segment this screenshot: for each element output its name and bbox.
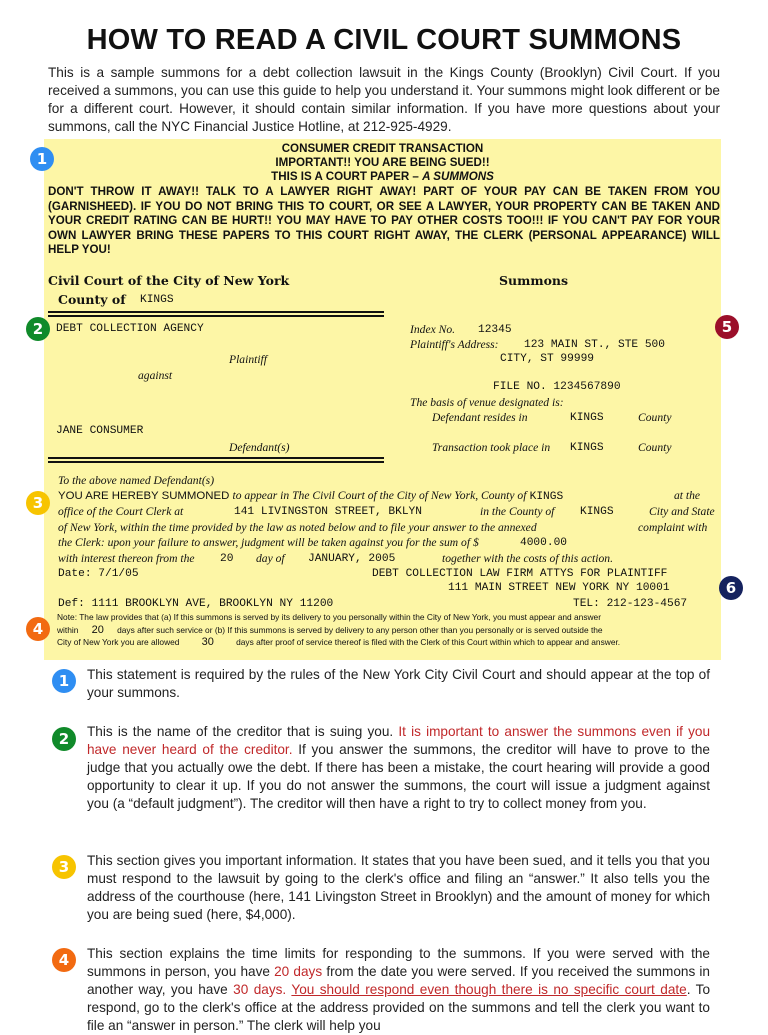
explanation-4-middle: from the date you were served. If you received the summons in another way, you have — [87, 964, 710, 997]
badge-5-icon: 5 — [715, 315, 739, 339]
page-title: HOW TO READ A CIVIL COURT SUMMONS — [86, 24, 682, 56]
file-number: FILE NO. 1234567890 — [493, 381, 621, 393]
plaintiff-address-label: Plaintiff's Address: — [410, 338, 499, 351]
explanation-4 — [87, 945, 710, 1035]
plaintiff-name: DEBT COLLECTION AGENCY — [56, 323, 204, 335]
explanation-2-body: If you answer the summons, the creditor will have to prove to the judge that you actually owe the debt. If there has been a mistake, the court hearing will provide a good opportunity to clear it up. If you do not answer the summons, the court will issue a judgment against you (a “default judgment”). The creditor will then have a right to try to collect money from you. — [87, 742, 710, 811]
index-label: Index No. — [410, 323, 456, 336]
explanation-2 — [87, 723, 710, 813]
interest-day: 20 — [220, 553, 234, 565]
intro-paragraph: This is a sample summons for a debt collection lawsuit in the Kings County (Brooklyn) Civil Court. If you received a summons, you can use this guide to help you understand it. Your summons might look different or be for a different court. However, it should contain similar information. If you have more questions about your summons, call the NYC Financial Justice Hotline, at 212-925-4929. — [48, 65, 720, 134]
note-days-personal: 20 — [91, 623, 104, 636]
warn-line-3 — [44, 170, 721, 184]
warn-line-3-prefix: THIS IS A COURT PAPER – — [271, 170, 423, 183]
note-allowed: City of New York you are allowed — [57, 637, 180, 647]
in-county-of: in the County of — [480, 505, 555, 518]
note-days-other: 30 — [201, 636, 214, 648]
note-time-limits — [57, 611, 717, 649]
explanation-1: This statement is required by the rules of the New York City Civil Court and should appear at the top of your summons. — [87, 667, 710, 700]
divider — [48, 311, 384, 313]
explanation-3: This section gives you important information. It states that you have been sued, and it tells you that you must respond to the lawsuit by going to the clerk's office and filing an “answer.” It also tells you the address of the courthouse (here, 141 Livingston Street in Brooklyn) and the amount of money for which you are being sued (here, $4,000). — [87, 853, 710, 922]
summoned-line — [58, 489, 563, 503]
interest-month: JANUARY, 2005 — [308, 553, 396, 565]
venue-transaction-label: Transaction took place in — [432, 441, 551, 454]
county-label: County of — [58, 292, 126, 307]
venue-resides-label: Defendant resides in — [432, 411, 528, 424]
venue-resides-value: KINGS — [570, 412, 604, 424]
explanation-4-intro: This section explains the time limits for responding to the summons. If you were served with the summons in person, you have — [87, 946, 710, 979]
sum-value: 4000.00 — [520, 537, 567, 549]
city-and-state: City and State — [649, 505, 715, 518]
badge-2-icon: 2 — [26, 317, 50, 341]
law-firm: DEBT COLLECTION LAW FIRM ATTYS FOR PLAINTIFF — [372, 568, 668, 580]
defendant-name: JANE CONSUMER — [56, 425, 144, 437]
explanation-4-20-days: 20 days — [274, 964, 323, 979]
venue-label: The basis of venue designated is: — [410, 396, 564, 409]
explanation-4-30-days: 30 days. — [233, 982, 287, 997]
of-new-york-text: of New York, within the time provided by the law as noted below and to file your answer to the annexed — [58, 521, 537, 534]
to-defendant: To the above named Defendant(s) — [58, 474, 215, 487]
divider — [48, 461, 384, 463]
summons-heading: Summons — [499, 273, 569, 288]
warn-line-3-italic: A SUMMONS — [422, 170, 494, 183]
office-text: office of the Court Clerk at — [58, 505, 184, 518]
explanation-badge-4-icon: 4 — [52, 948, 76, 972]
warning-paragraph: DON'T THROW IT AWAY!! TALK TO A LAWYER RIGHT AWAY! PART OF YOUR PAY CAN BE TAKEN FROM YOU (GARNISHEED). IF YOU DO NOT BRING THIS TO COURT, OR SEE A LAWYER, YOUR PROPERTY CAN BE TAKEN AND YOUR CREDIT RATING CAN BE HURT!! YOU MAY HAVE TO PAY OTHER COSTS TOO!!! IF YOU CAN'T PAY FOR YOUR OWN LAWYER BRING THESE PAPERS TO THIS COURT RIGHT AWAY, THE CLERK (PERSONAL APPEARANCE) WILL HELP YOU! — [48, 185, 720, 257]
badge-6-icon: 6 — [719, 576, 743, 600]
divider — [48, 457, 384, 459]
county-value: KINGS — [140, 294, 174, 306]
summoned-caps: YOU ARE HEREBY SUMMONED — [58, 490, 230, 502]
together-text: together with the costs of this action. — [442, 552, 613, 565]
index-value: 12345 — [478, 324, 512, 336]
badge-4-icon: 4 — [26, 617, 50, 641]
badge-3-icon: 3 — [26, 491, 50, 515]
explanation-4-warning: You should respond even though there is no specific court date — [291, 982, 687, 997]
defendant-address: Def: 1111 BROOKLYN AVE, BROOKLYN NY 11200 — [58, 598, 334, 610]
at-the-label: at the — [674, 489, 701, 502]
explanation-4-end: . To respond, go to the clerk's office at the address provided on the summons and tell the clerk you want to file an “answer in person.” The clerk will help you — [87, 982, 711, 1033]
warn-line-1: CONSUMER CREDIT TRANSACTION — [281, 142, 484, 155]
summoned-text: to appear in The Civil Court of the City of New York, County of — [232, 489, 527, 502]
note-line-2-rest: days after such service or (b) If this summons is served by delivery to any person other than you personally or is served outside the — [117, 624, 603, 635]
note-line-3 — [57, 636, 717, 649]
interest-text: with interest thereon from the — [58, 552, 195, 565]
explanation-2-emphasis: It is important to answer the summons even if you have never heard of the creditor. — [87, 724, 711, 757]
note-line-1: Note: The law provides that (a) If this summons is served by its delivery to you personally within the City of New York, you must appear and answer — [57, 612, 602, 622]
note-line-2 — [57, 624, 717, 637]
clerk-text: the Clerk: upon your failure to answer, judgment will be taken against you for the sum of $ — [58, 536, 479, 549]
explanation-2-intro: This is the name of the creditor that is suing you. — [87, 724, 394, 739]
plaintiff-label: Plaintiff — [229, 353, 268, 366]
explanation-badge-1-icon: 1 — [52, 669, 76, 693]
in-county-value: KINGS — [580, 506, 614, 518]
complaint-with: complaint with — [638, 521, 708, 534]
law-firm-address: 111 MAIN STREET NEW YORK NY 10001 — [448, 582, 670, 594]
date-line: Date: 7/1/05 — [58, 568, 139, 580]
summoned-county: KINGS — [529, 491, 564, 503]
plaintiff-address-line-2: CITY, ST 99999 — [500, 353, 594, 365]
explanation-badge-3-icon: 3 — [52, 855, 76, 879]
venue-county-label-2: County — [638, 441, 672, 454]
divider — [48, 315, 384, 317]
venue-county-label: County — [638, 411, 672, 424]
badge-1-icon: 1 — [30, 147, 54, 171]
court-heading: Civil Court of the City of New York — [48, 273, 290, 288]
venue-transaction-value: KINGS — [570, 442, 604, 454]
day-of: day of — [256, 552, 285, 565]
court-address: 141 LIVINGSTON STREET, BKLYN — [234, 506, 422, 518]
warn-line-2: IMPORTANT!! YOU ARE BEING SUED!! — [275, 156, 490, 169]
defendant-label: Defendant(s) — [229, 441, 290, 454]
note-within: within — [57, 624, 79, 635]
against-label: against — [138, 369, 173, 382]
note-line-3-rest: days after proof of service thereof is filed with the Clerk of this Court within which to appear and answer. — [236, 637, 621, 647]
sample-summons — [44, 139, 721, 660]
telephone: TEL: 212-123-4567 — [573, 598, 688, 610]
explanation-badge-2-icon: 2 — [52, 727, 76, 751]
plaintiff-address-line-1: 123 MAIN ST., STE 500 — [524, 339, 665, 351]
